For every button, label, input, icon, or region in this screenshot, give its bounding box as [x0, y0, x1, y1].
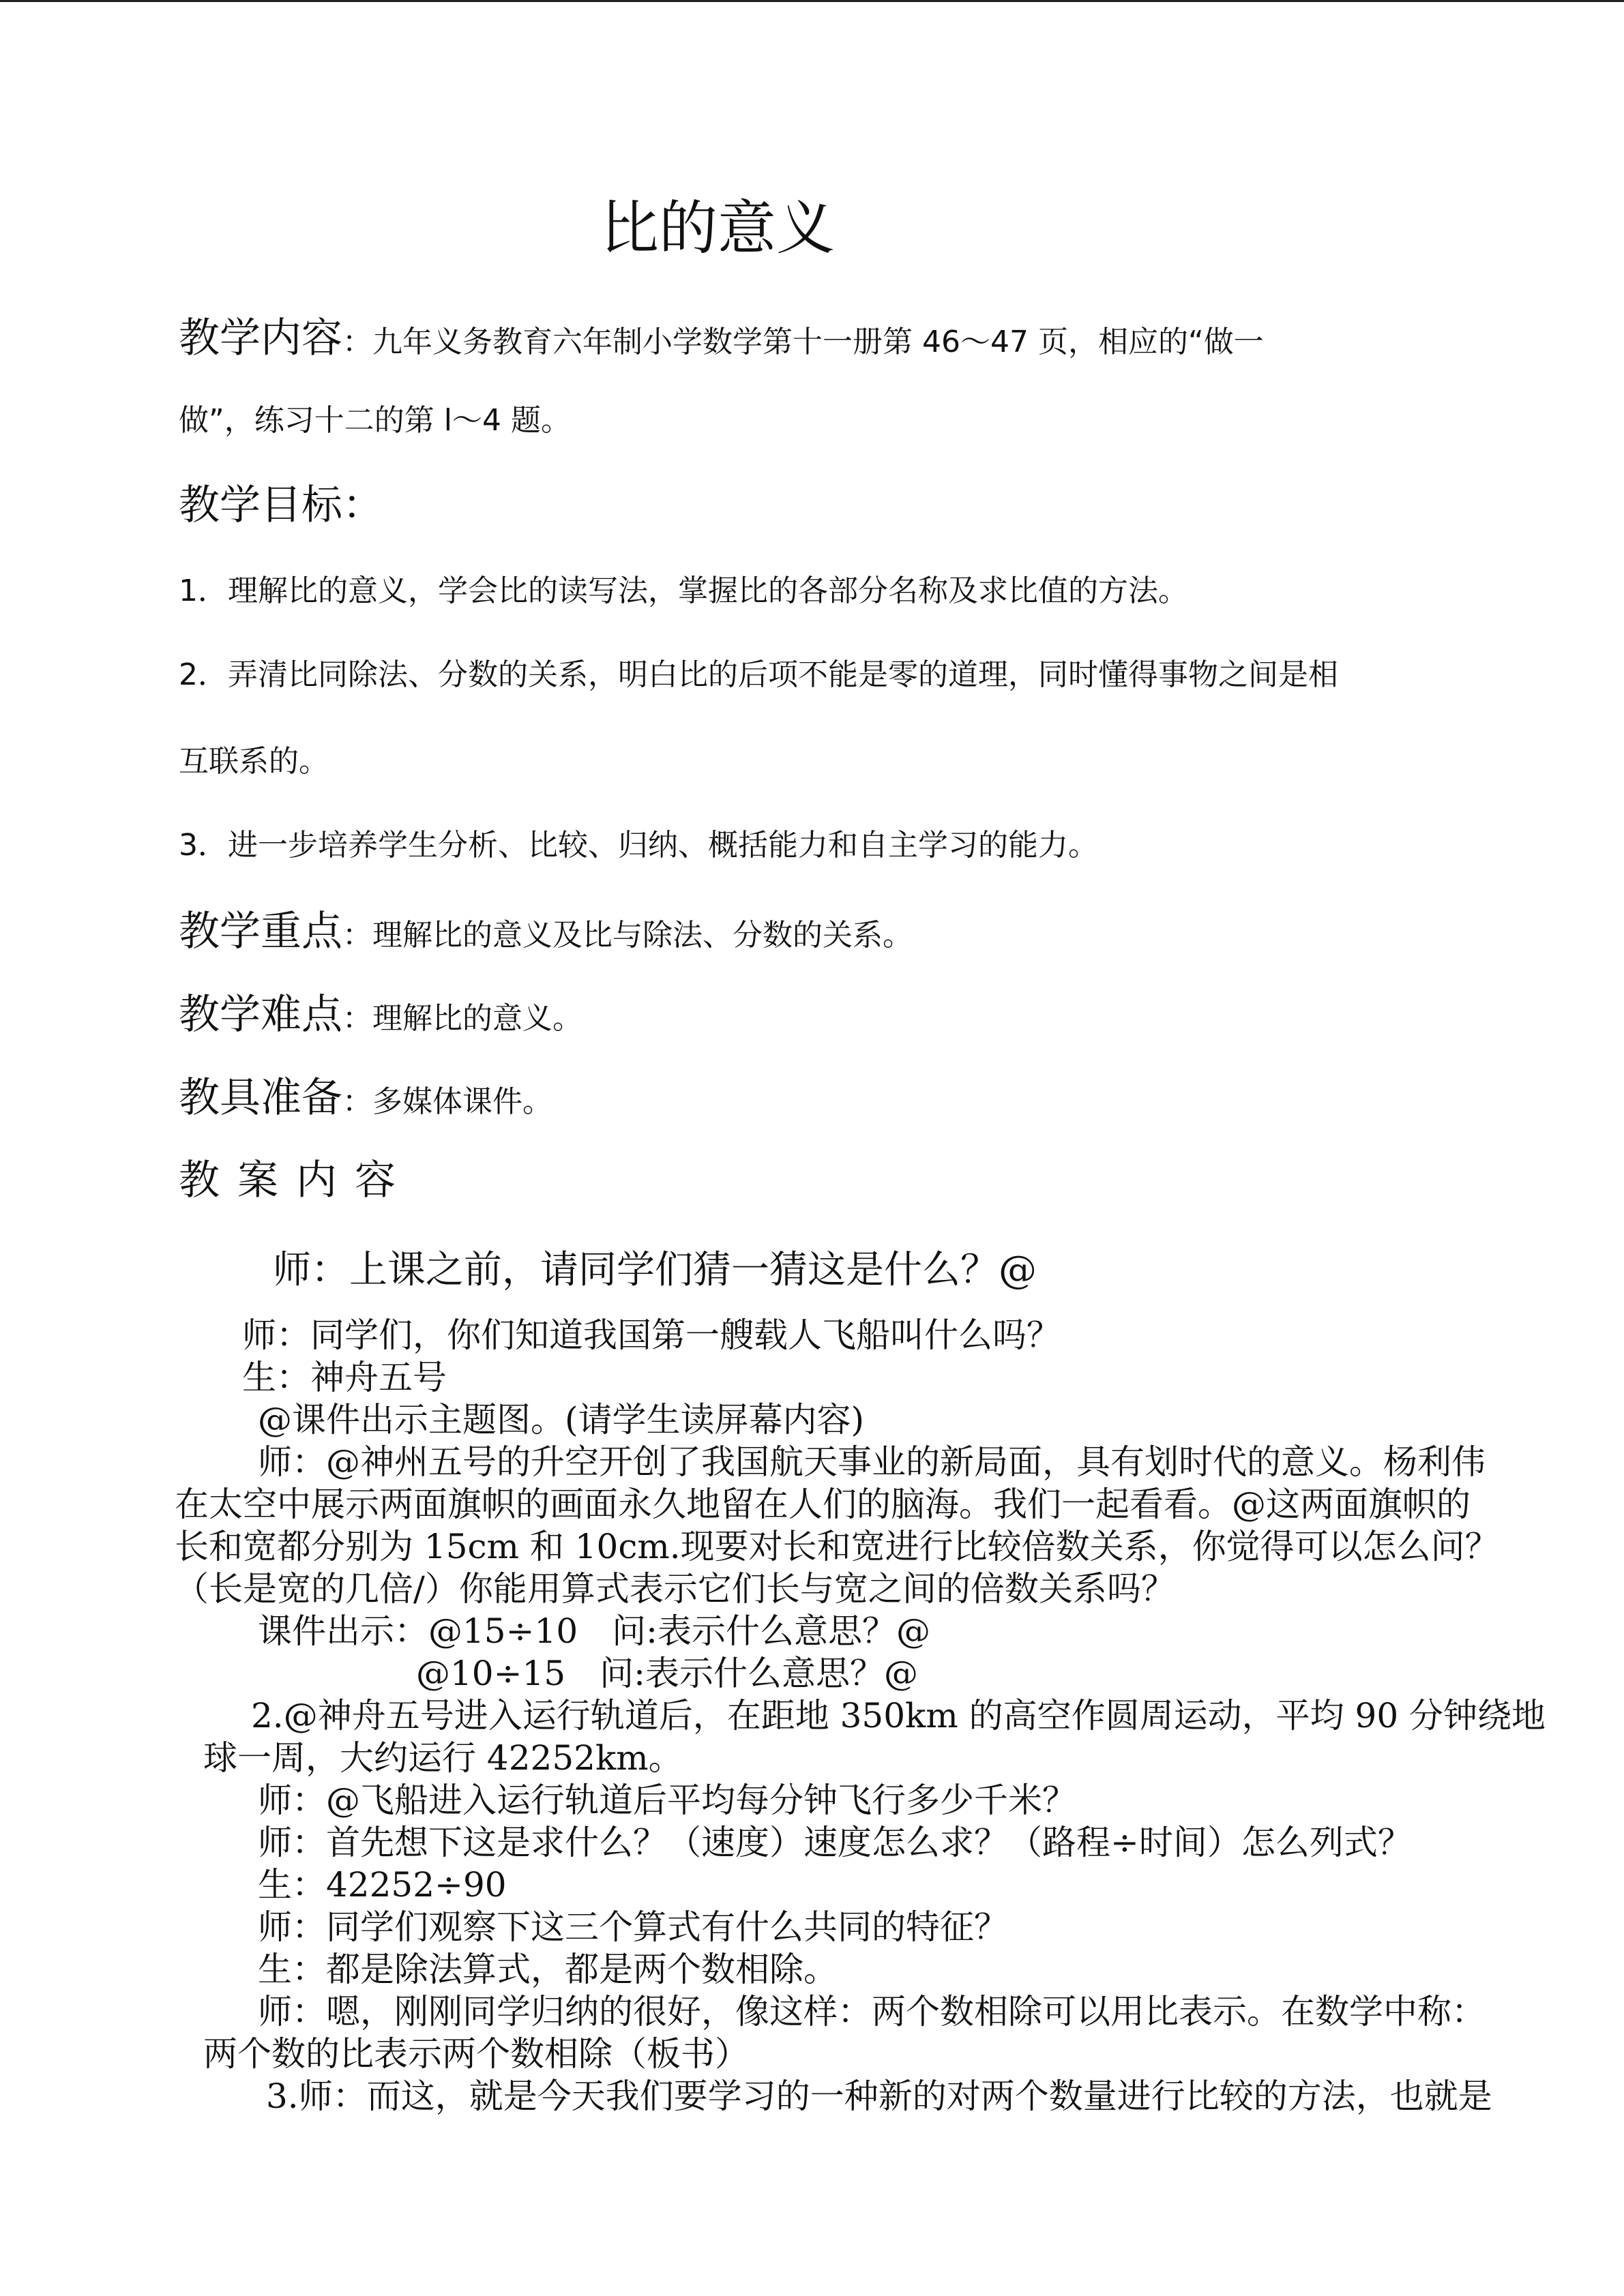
- lesson-line: 课件出示：@15÷10 问:表示什么意思？@: [258, 1611, 930, 1651]
- lesson-line: 师：首先想下这是求什么？（速度）速度怎么求？（路程÷时间）怎么列式？: [258, 1823, 1412, 1862]
- lesson-line: 师：同学们观察下这三个算式有什么共同的特征？: [258, 1907, 1008, 1947]
- document-title: 比的意义: [600, 194, 835, 263]
- objective-item-2-line-2: 互联系的。: [179, 744, 329, 779]
- lesson-line: @10÷15 问:表示什么意思？@: [416, 1654, 918, 1693]
- lesson-line: 3.师：而这，就是今天我们要学习的一种新的对两个数量进行比较的方法，也就是: [266, 2076, 1492, 2116]
- difficulty-text: ：理解比的意义。: [342, 1001, 582, 1036]
- lesson-line: 师：@飞船进入运行轨道后平均每分钟飞行多少千米？: [258, 1780, 1076, 1820]
- lesson-line: 生：神舟五号: [242, 1358, 447, 1397]
- objective-item-2-line-1: 2．弄清比同除法、分数的关系，明白比的后项不能是零的道理，同时懂得事物之间是相: [179, 657, 1338, 692]
- tools-label: 教具准备: [179, 1074, 342, 1122]
- lesson-line: 师：同学们，你们知道我国第一艘载人飞船叫什么吗？: [242, 1315, 1061, 1355]
- tools-line: [179, 1065, 552, 1124]
- key-point-label: 教学重点: [179, 908, 342, 955]
- lesson-line: 2.@神舟五号进入运行轨道后，在距地 350km 的高空作圆周运动，平均 90 分钟绕地: [251, 1696, 1546, 1735]
- difficulty-label: 教学难点: [179, 991, 342, 1039]
- lesson-line: （长是宽的几倍/）你能用算式表示它们长与宽之间的倍数关系吗？: [175, 1569, 1175, 1609]
- content-line-2: 做”，练习十二的第 l～4 题。: [179, 403, 571, 438]
- key-point-text: ：理解比的意义及比与除法、分数的关系。: [342, 918, 913, 953]
- content-text-1: ：九年义务教育六年制小学数学第十一册第 46～47 页，相应的“做一: [342, 325, 1264, 359]
- lesson-line: 师：嗯，刚刚同学归纳的很好，像这样：两个数相除可以用比表示。在数学中称：: [258, 1992, 1486, 2031]
- objective-item-3: 3．进一步培养学生分析、比较、归纳、概括能力和自主学习的能力。: [179, 828, 1098, 863]
- lesson-line: 师：上课之前，请同学们猜一猜这是什么？@: [273, 1248, 1037, 1292]
- key-point-line: [179, 899, 913, 957]
- lesson-line: 在太空中展示两面旗帜的画面永久地留在人们的脑海。我们一起看看。@这两面旗帜的: [175, 1485, 1471, 1524]
- content-label: 教学内容: [179, 314, 342, 362]
- lesson-line: 球一周，大约运行 42252km。: [203, 1738, 683, 1778]
- content-line-1: [179, 305, 1264, 364]
- lesson-line: 师：@神州五号的升空开创了我国航天事业的新局面，具有划时代的意义。杨利伟: [258, 1442, 1486, 1482]
- lesson-line: 长和宽都分别为 15cm 和 10cm.现要对长和宽进行比较倍数关系，你觉得可以怎么问？: [175, 1527, 1499, 1566]
- objectives-heading: 教学目标：: [179, 481, 383, 529]
- lesson-line: @课件出示主题图。(请学生读屏幕内容): [258, 1400, 865, 1440]
- objective-item-1: 1．理解比的意义，学会比的读写法，掌握比的各部分名称及求比值的方法。: [179, 573, 1188, 608]
- difficulty-line: [179, 982, 582, 1041]
- lesson-line: 生：42252÷90: [258, 1865, 507, 1905]
- plan-heading: 教案内容: [179, 1157, 413, 1204]
- top-border: [0, 0, 1624, 2]
- lesson-line: 两个数的比表示两个数相除（板书）: [203, 2034, 749, 2074]
- lesson-line: 生：都是除法算式，都是两个数相除。: [258, 1950, 838, 1989]
- tools-text: ：多媒体课件。: [342, 1084, 552, 1119]
